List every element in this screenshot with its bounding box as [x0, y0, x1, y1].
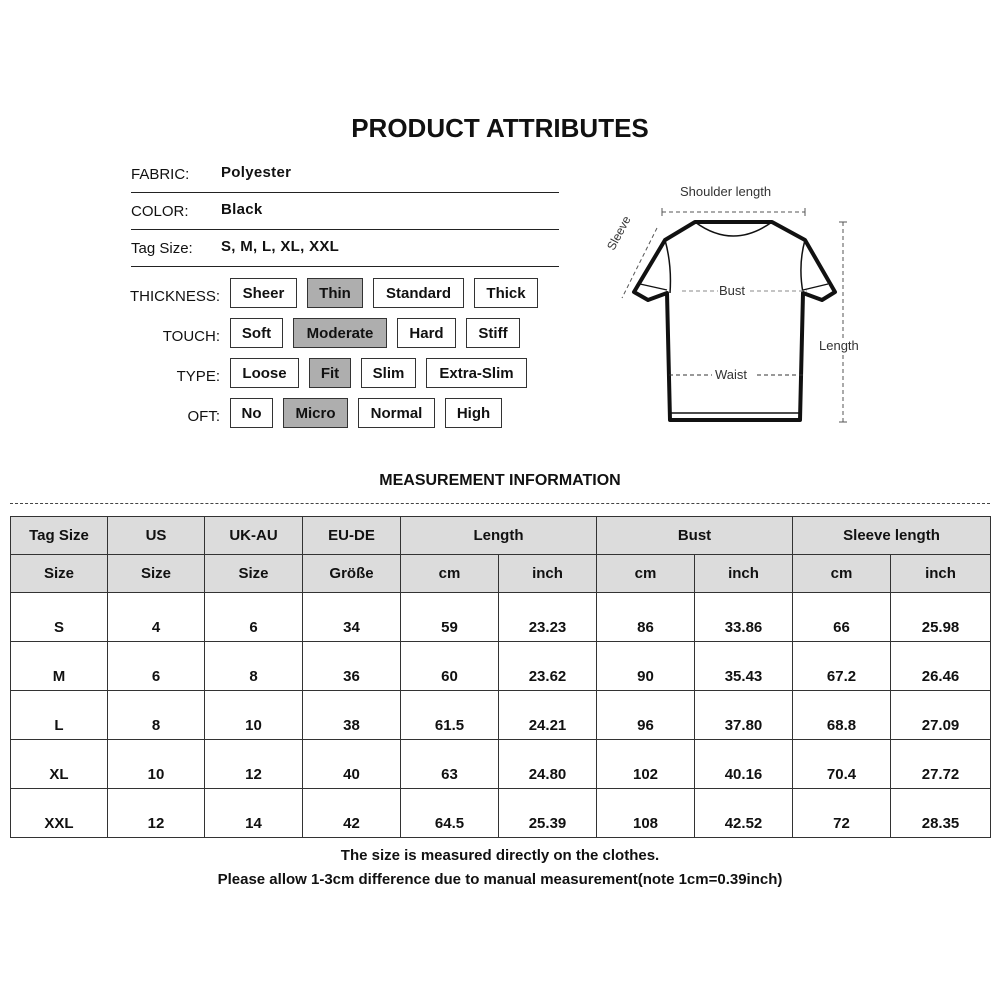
cell: 102	[597, 740, 695, 789]
cell: 24.21	[499, 691, 597, 740]
cell: M	[11, 642, 108, 691]
cell: 60	[401, 642, 499, 691]
option-loose: Loose	[230, 358, 299, 388]
cell: 23.62	[499, 642, 597, 691]
note-allowance: Please allow 1-3cm difference due to manual measurement(note 1cm=0.39inch)	[217, 871, 783, 888]
attr-label: FABRIC:	[131, 166, 190, 183]
cell: 10	[205, 691, 303, 740]
cell: 64.5	[401, 789, 499, 838]
cell: 42.52	[695, 789, 793, 838]
note-measured: The size is measured directly on the clothes.	[340, 847, 660, 864]
col-subheader: cm	[793, 555, 891, 593]
tshirt-icon	[600, 180, 880, 430]
size-chart-table	[10, 516, 991, 838]
col-header: Bust	[597, 517, 793, 555]
table-row	[11, 593, 991, 642]
option-label: TYPE:	[176, 367, 220, 385]
cell: 26.46	[891, 642, 991, 691]
cell: 108	[597, 789, 695, 838]
table-row	[11, 642, 991, 691]
attr-label: Tag Size:	[131, 240, 193, 257]
cell: 86	[597, 593, 695, 642]
sleeve-label: Sleeve	[604, 213, 634, 253]
col-subheader: inch	[891, 555, 991, 593]
cell: 72	[793, 789, 891, 838]
table-row	[11, 789, 991, 838]
cell: 23.23	[499, 593, 597, 642]
shoulder-label: Shoulder length	[680, 184, 772, 199]
cell: 38	[303, 691, 401, 740]
attr-label: COLOR:	[131, 203, 189, 220]
col-header: US	[108, 517, 205, 555]
cell: 90	[597, 642, 695, 691]
col-subheader: inch	[695, 555, 793, 593]
option-row-type	[120, 358, 537, 388]
option-stiff: Stiff	[466, 318, 520, 348]
attr-fabric	[131, 156, 559, 193]
cell: S	[11, 593, 108, 642]
cell: 36	[303, 642, 401, 691]
col-header: UK-AU	[205, 517, 303, 555]
col-subheader: cm	[401, 555, 499, 593]
col-header: EU-DE	[303, 517, 401, 555]
page-title: PRODUCT ATTRIBUTES	[351, 113, 649, 143]
cell: 25.98	[891, 593, 991, 642]
waist-label: Waist	[715, 367, 748, 382]
col-subheader: inch	[499, 555, 597, 593]
cell: 37.80	[695, 691, 793, 740]
cell: 12	[205, 740, 303, 789]
option-micro-selected: Micro	[283, 398, 348, 428]
cell: 61.5	[401, 691, 499, 740]
measurement-title: MEASUREMENT INFORMATION	[379, 472, 621, 489]
cell: 27.72	[891, 740, 991, 789]
col-header: Sleeve length	[793, 517, 991, 555]
col-subheader: cm	[597, 555, 695, 593]
option-row-thickness	[120, 278, 548, 308]
header-row-2	[11, 555, 991, 593]
tshirt-size-diagram	[600, 180, 880, 430]
option-soft: Soft	[230, 318, 283, 348]
option-label: THICKNESS:	[129, 287, 220, 305]
option-thick: Thick	[474, 278, 538, 308]
option-sheer: Sheer	[230, 278, 297, 308]
table-row	[11, 691, 991, 740]
option-thin-selected: Thin	[307, 278, 363, 308]
header-row-1	[11, 517, 991, 555]
col-header: Tag Size	[11, 517, 108, 555]
cell: 68.8	[793, 691, 891, 740]
cell: 6	[108, 642, 205, 691]
cell: 28.35	[891, 789, 991, 838]
cell: 33.86	[695, 593, 793, 642]
cell: 8	[205, 642, 303, 691]
cell: 70.4	[793, 740, 891, 789]
option-hard: Hard	[397, 318, 456, 348]
cell: 25.39	[499, 789, 597, 838]
cell: 40	[303, 740, 401, 789]
cell: 6	[205, 593, 303, 642]
option-normal: Normal	[358, 398, 435, 428]
option-extra-slim: Extra-Slim	[426, 358, 527, 388]
attr-tag-size	[131, 230, 559, 267]
cell: 14	[205, 789, 303, 838]
option-moderate-selected: Moderate	[293, 318, 387, 348]
table-row	[11, 740, 991, 789]
option-row-oft	[120, 398, 512, 428]
attr-value: S, M, L, XL, XXL	[221, 238, 340, 255]
cell: 67.2	[793, 642, 891, 691]
cell: 40.16	[695, 740, 793, 789]
cell: 12	[108, 789, 205, 838]
option-standard: Standard	[373, 278, 464, 308]
cell: XXL	[11, 789, 108, 838]
attr-value: Black	[221, 201, 263, 218]
cell: 96	[597, 691, 695, 740]
cell: 8	[108, 691, 205, 740]
cell: XL	[11, 740, 108, 789]
cell: 42	[303, 789, 401, 838]
attr-value: Polyester	[221, 164, 292, 181]
cell: 59	[401, 593, 499, 642]
dashed-divider	[10, 503, 990, 504]
cell: 63	[401, 740, 499, 789]
cell: 27.09	[891, 691, 991, 740]
attr-color	[131, 193, 559, 230]
cell: 4	[108, 593, 205, 642]
option-label: TOUCH:	[162, 327, 220, 345]
option-no: No	[230, 398, 273, 428]
cell: 66	[793, 593, 891, 642]
option-row-touch	[120, 318, 530, 348]
option-slim: Slim	[361, 358, 416, 388]
bust-label: Bust	[719, 283, 746, 298]
option-fit-selected: Fit	[309, 358, 351, 388]
cell: L	[11, 691, 108, 740]
col-subheader: Size	[11, 555, 108, 593]
cell: 24.80	[499, 740, 597, 789]
col-header: Length	[401, 517, 597, 555]
option-high: High	[445, 398, 502, 428]
col-subheader: Größe	[303, 555, 401, 593]
col-subheader: Size	[205, 555, 303, 593]
option-label: OFT:	[187, 407, 220, 425]
col-subheader: Size	[108, 555, 205, 593]
length-label: Length	[819, 338, 859, 353]
cell: 35.43	[695, 642, 793, 691]
cell: 10	[108, 740, 205, 789]
cell: 34	[303, 593, 401, 642]
